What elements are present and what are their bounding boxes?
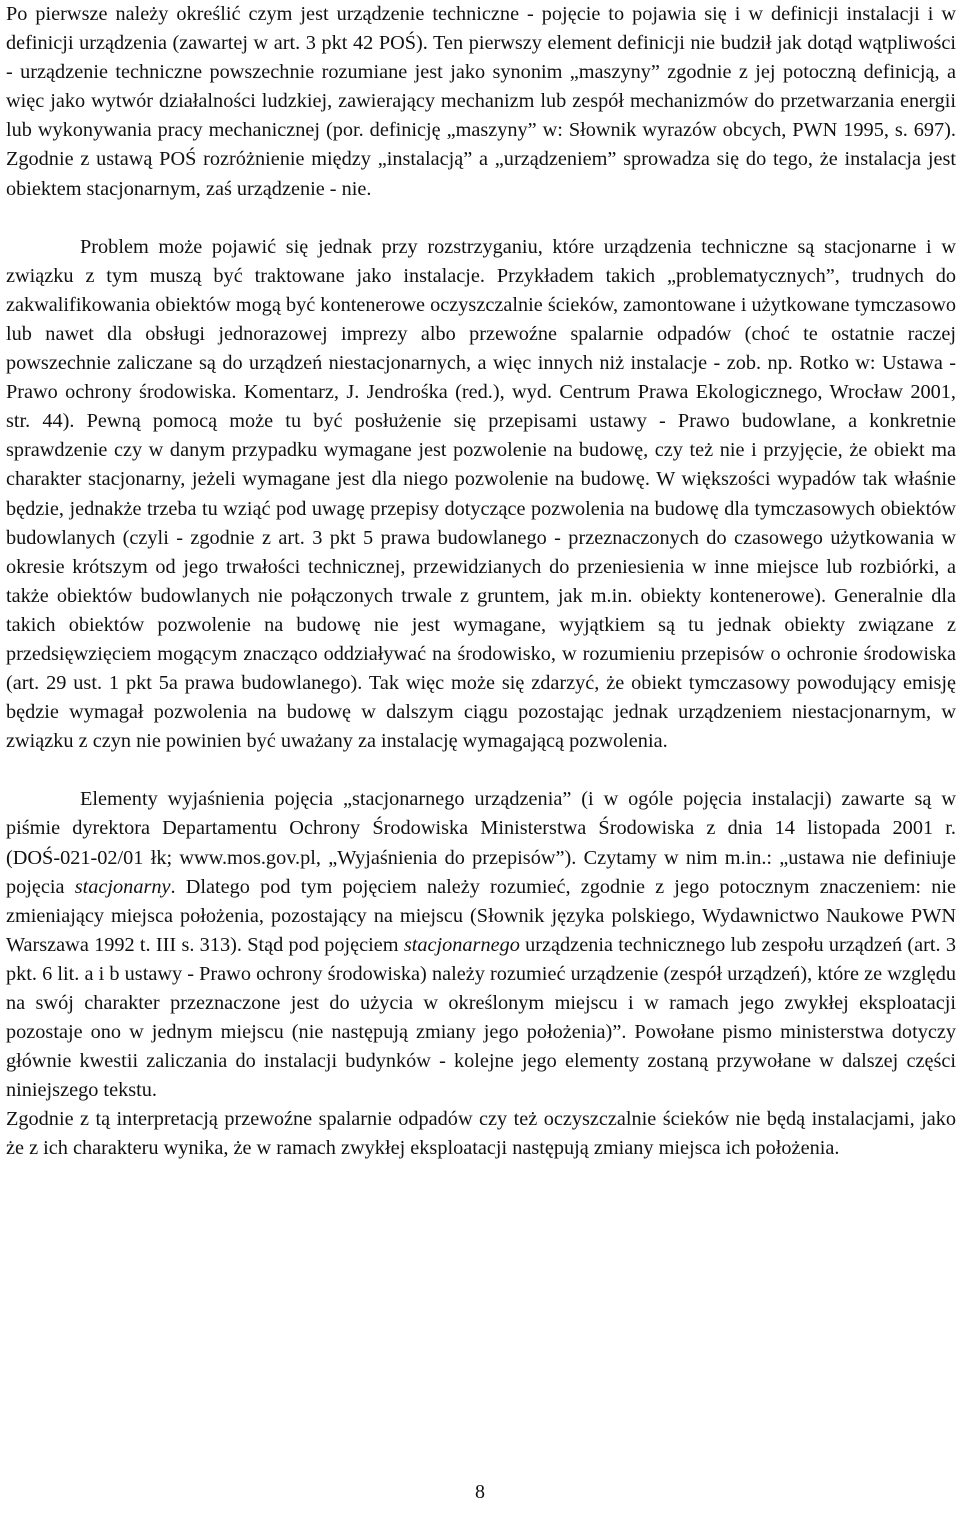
paragraph-3-part-c: urządzenia technicznego lub zespołu urządzeń (art. 3 pkt. 6 lit. a i b ustawy - Prawo ochrony środowiska) należy rozumieć urządzenie (zespół urządzeń), które ze względu na swój charakter przeznaczone jest do użycia w określonym miejscu i w ramach jego zwykłej eksploatacji pozostaje ono w jednym miejscu (nie następują zmiany jego położenia)”. Powołane pismo ministerstwa dotyczy głównie kwestii zaliczania do instalacji budynków - kolejne jego elementy zostaną przywołane w dalszej części niniejszego tekstu. — [6, 933, 956, 1102]
paragraph-3-part-a: Elementy wyjaśnienia pojęcia „stacjonarnego urządzenia” (i w ogóle pojęcia instalacji) zawarte są w piśmie dyrektora Departamentu Ochrony Środowiska Ministerstwa Środowiska z dnia 14 listopada 2001 r. (DOŚ-021-02/01 łk; www.mos.gov.pl, „Wyjaśnienia do przepisów”). Czytamy w nim m.in.: „ustawa nie definiuje pojęcia — [6, 788, 956, 898]
term-stacjonarnego: stacjonarnego — [403, 933, 520, 956]
paragraph-4: Zgodnie z tą interpretacją przewoźne spalarnie odpadów czy też oczyszczalnie ścieków nie będą instalacjami, jako że z ich charakteru wynika, że w ramach zwykłej eksploatacji następują zmiany miejsca ich położenia. — [6, 1108, 956, 1160]
page-number: 8 — [475, 1481, 485, 1503]
paragraph-1: Po pierwsze należy określić czym jest urządzenie techniczne - pojęcie to pojawia się i w definicji instalacji i w definicji urządzenia (zawartej w art. 3 pkt 42 POŚ). Ten pierwszy element definicji nie budził jak dotąd wątpliwości - urządzenie techniczne powszechnie rozumiane jest jako synonim „maszyny” zgodnie z jej potoczną definicją, a więc jako wytwór działalności ludzkiej, zawierający mechanizm lub zespół mechanizmów do przetwarzania energii lub wykonywania pracy mechanicznej (por. definicję „maszyny” w: Słownik wyrazów obcych, PWN 1995, s. 697). Zgodnie z ustawą POŚ rozróżnienie między „instalacją” a „urządzeniem” sprowadza się do tego, że instalacja jest obiektem stacjonarnym, zaś urządzenie - nie. — [6, 3, 956, 200]
paragraph-3-part-b: . Dlatego pod tym pojęciem należy rozumieć, zgodnie z jego potocznym znaczeniem: nie zmieniający miejsca położenia, pozostający na miejscu (Słownik języka polskiego, Wydawnictwo Naukowe PWN Warszawa 1992 t. III s. 313). Stąd pod pojęciem — [6, 875, 956, 956]
paragraph-3 — [6, 785, 956, 1105]
term-stacjonarny: stacjonarny — [74, 875, 171, 898]
paragraph-2: Problem może pojawić się jednak przy rozstrzyganiu, które urządzenia techniczne są stacjonarne i w związku z tym muszą być traktowane jako instalacje. Przykładem takich „problematycznych”, trudnych do zakwalifikowania obiektów mogą być kontenerowe oczyszczalnie ścieków, zamontowane i użytkowane tymczasowo lub nawet dla obsługi jednorazowej imprezy albo przewoźne spalarnie odpadów (choć te ostatnie raczej powszechnie zaliczane są do urządzeń niestacjonarnych, a więc innych niż instalacje - zob. np. Rotko w: Ustawa - Prawo ochrony środowiska. Komentarz, J. Jendrośka (red.), wyd. Centrum Prawa Ekologicznego, Wrocław 2001, str. 44). Pewną pomocą może tu być posłużenie się przepisami ustawy - Prawo budowlane, a konkretnie sprawdzenie czy w danym przypadku wymagane jest pozwolenie na budowę, czy też nie i przyjęcie, że obiekt ma charakter stacjonarny, jeżeli wymagane jest dla niego pozwolenie na budowę. W większości wypadów tak właśnie będzie, jednakże trzeba tu wziąć pod uwagę przepisy dotyczące pozwolenia na budowę dla tymczasowych obiektów budowlanych (czyli - zgodnie z art. 3 pkt 5 prawa budowlanego - przeznaczonych do czasowego użytkowania w okresie krótszym od jego trwałości technicznej, przewidzianych do przeniesienia w inne miejsce lub rozbiórki, a także obiektów budowlanych nie połączonych trwale z gruntem, jak m.in. obiekty kontenerowe). Generalnie dla takich obiektów pozwolenie na budowę nie jest wymagane, wyjątkiem są tu jednak obiekty związane z przedsięwzięciem mogącym znacząco oddziaływać na środowisko, w rozumieniu przepisów o ochronie środowiska (art. 29 ust. 1 pkt 5a prawa budowlanego). Tak więc może się zdarzyć, że obiekt tymczasowy powodujący emisję będzie wymagał pozwolenia na budowę w dalszym ciągu pozostając jednak urządzeniem niestacjonarnym, w związku z czyn nie powinien być uważany za instalację wymagającą pozwolenia. — [6, 235, 956, 753]
document-body — [6, 0, 956, 1164]
